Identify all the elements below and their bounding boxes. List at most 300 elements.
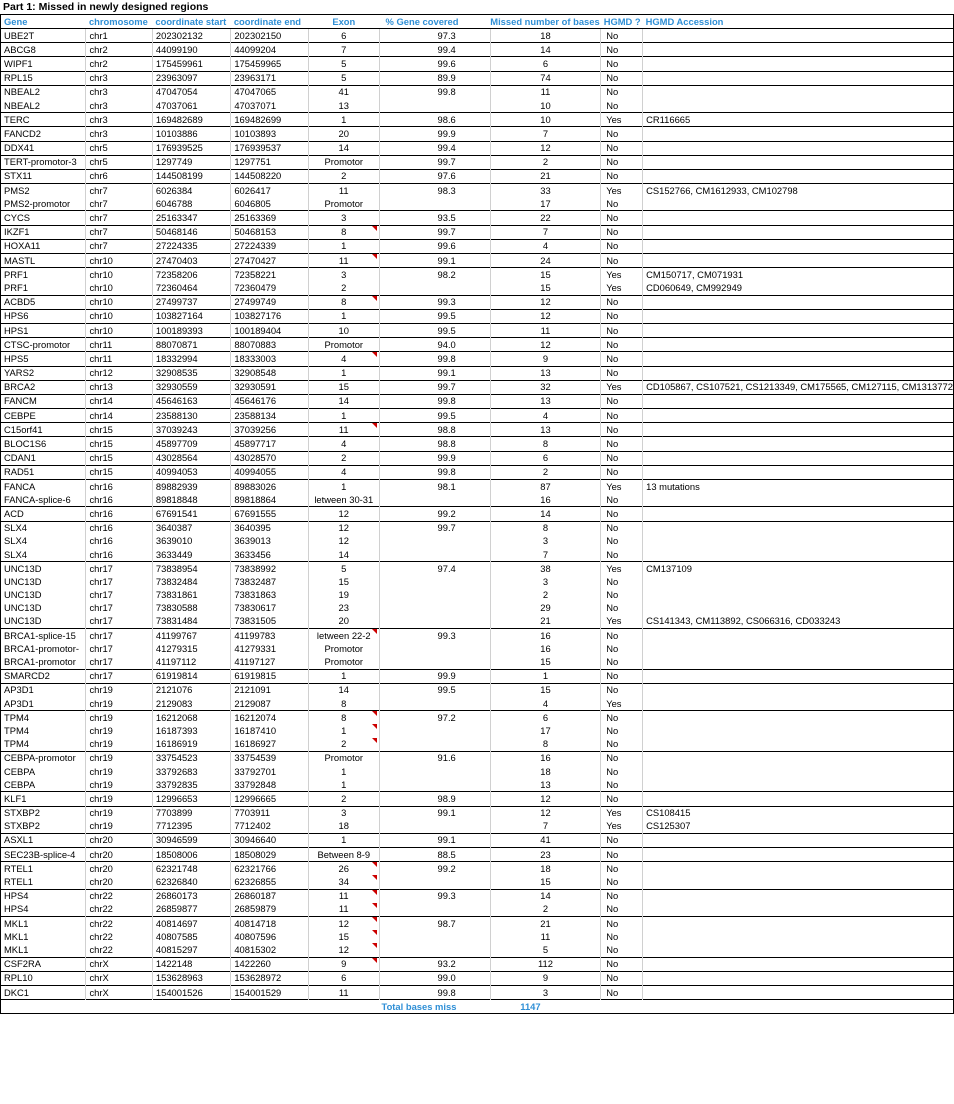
- cell-chromosome[interactable]: chr16: [86, 548, 152, 562]
- cell-exon[interactable]: 1: [308, 724, 380, 737]
- cell-coordinate-start[interactable]: 6046788: [152, 197, 230, 211]
- cell-exon[interactable]: 1: [308, 833, 380, 847]
- cell-gene-covered[interactable]: [380, 615, 491, 629]
- cell-hgmd-accession[interactable]: [643, 254, 954, 268]
- cell-gene-covered[interactable]: 93.2: [380, 957, 491, 971]
- cell-exon[interactable]: 3: [308, 268, 380, 282]
- cell-coordinate-start[interactable]: 32930559: [152, 380, 230, 394]
- cell-chromosome[interactable]: chr16: [86, 507, 152, 521]
- cell-hgmd[interactable]: No: [601, 683, 643, 697]
- cell-exon[interactable]: 14: [308, 683, 380, 697]
- cell-chromosome[interactable]: chr13: [86, 380, 152, 394]
- cell-hgmd-accession[interactable]: [643, 99, 954, 113]
- cell-hgmd-accession[interactable]: [643, 751, 954, 765]
- cell-hgmd[interactable]: No: [601, 751, 643, 765]
- cell-missed-bases[interactable]: 15: [490, 683, 600, 697]
- cell-coordinate-end[interactable]: 2121091: [231, 683, 308, 697]
- cell-coordinate-end[interactable]: 47037071: [231, 99, 308, 113]
- cell-hgmd-accession[interactable]: [643, 521, 954, 535]
- cell-exon[interactable]: letween 22-2: [308, 629, 380, 643]
- cell-gene-covered[interactable]: 99.2: [380, 507, 491, 521]
- cell-coordinate-start[interactable]: 25163347: [152, 211, 230, 225]
- cell-coordinate-end[interactable]: 41279331: [231, 642, 308, 655]
- cell-coordinate-start[interactable]: 67691541: [152, 507, 230, 521]
- cell-coordinate-start[interactable]: 175459961: [152, 57, 230, 71]
- cell-hgmd-accession[interactable]: [643, 113, 954, 127]
- cell-missed-bases[interactable]: 4: [490, 697, 600, 711]
- cell-hgmd[interactable]: No: [601, 85, 643, 99]
- cell-coordinate-start[interactable]: 89882939: [152, 480, 230, 494]
- cell-chromosome[interactable]: chr22: [86, 889, 152, 903]
- cell-hgmd-accession[interactable]: [643, 943, 954, 957]
- cell-coordinate-start[interactable]: 40815297: [152, 943, 230, 957]
- cell-coordinate-end[interactable]: 37039256: [231, 423, 308, 437]
- cell-exon[interactable]: 12: [308, 521, 380, 535]
- cell-hgmd[interactable]: Yes: [601, 480, 643, 494]
- cell-chromosome[interactable]: chrX: [86, 985, 152, 999]
- cell-gene[interactable]: C15orf41: [1, 423, 86, 437]
- cell-coordinate-end[interactable]: 73831505: [231, 615, 308, 629]
- cell-coordinate-start[interactable]: 32908535: [152, 366, 230, 380]
- cell-chromosome[interactable]: chr14: [86, 409, 152, 423]
- cell-coordinate-end[interactable]: 30946640: [231, 833, 308, 847]
- cell-exon[interactable]: 12: [308, 917, 380, 931]
- cell-hgmd[interactable]: No: [601, 930, 643, 943]
- cell-gene-covered[interactable]: 99.9: [380, 451, 491, 465]
- cell-coordinate-start[interactable]: 7703899: [152, 806, 230, 820]
- cell-gene[interactable]: RTEL1: [1, 862, 86, 876]
- cell-gene[interactable]: MASTL: [1, 254, 86, 268]
- cell-missed-bases[interactable]: 87: [490, 480, 600, 494]
- cell-coordinate-end[interactable]: 72358221: [231, 268, 308, 282]
- cell-hgmd-accession[interactable]: [643, 724, 954, 737]
- cell-missed-bases[interactable]: 7: [490, 225, 600, 239]
- cell-hgmd[interactable]: No: [601, 629, 643, 643]
- cell-missed-bases[interactable]: 32: [490, 380, 600, 394]
- cell-exon[interactable]: 6: [308, 29, 380, 43]
- cell-chromosome[interactable]: chr15: [86, 437, 152, 451]
- cell-missed-bases[interactable]: 12: [490, 141, 600, 155]
- cell-gene[interactable]: UBE2T: [1, 29, 86, 43]
- cell-gene-covered[interactable]: 93.5: [380, 211, 491, 225]
- comment-indicator-icon[interactable]: [372, 423, 377, 428]
- cell-exon[interactable]: 1: [308, 309, 380, 323]
- cell-coordinate-start[interactable]: 62321748: [152, 862, 230, 876]
- cell-hgmd-accession[interactable]: [643, 575, 954, 588]
- cell-hgmd[interactable]: No: [601, 971, 643, 985]
- cell-exon[interactable]: 11: [308, 903, 380, 917]
- cell-gene[interactable]: AP3D1: [1, 697, 86, 711]
- cell-gene[interactable]: HPS5: [1, 352, 86, 366]
- cell-hgmd[interactable]: No: [601, 738, 643, 752]
- cell-coordinate-end[interactable]: 89883026: [231, 480, 308, 494]
- cell-exon[interactable]: 9: [308, 957, 380, 971]
- cell-gene-covered[interactable]: 99.3: [380, 295, 491, 309]
- cell-coordinate-start[interactable]: 72360464: [152, 281, 230, 295]
- cell-coordinate-start[interactable]: 40994053: [152, 465, 230, 479]
- cell-exon[interactable]: 34: [308, 875, 380, 889]
- cell-missed-bases[interactable]: 74: [490, 71, 600, 85]
- cell-gene[interactable]: STX11: [1, 169, 86, 183]
- cell-hgmd[interactable]: No: [601, 778, 643, 792]
- cell-chromosome[interactable]: chr3: [86, 71, 152, 85]
- cell-chromosome[interactable]: chr10: [86, 281, 152, 295]
- cell-gene[interactable]: STXBP2: [1, 806, 86, 820]
- cell-gene-covered[interactable]: 99.8: [380, 394, 491, 408]
- cell-chromosome[interactable]: chr16: [86, 493, 152, 507]
- cell-hgmd-accession[interactable]: [643, 239, 954, 253]
- cell-chromosome[interactable]: chr16: [86, 535, 152, 548]
- cell-chromosome[interactable]: chr19: [86, 806, 152, 820]
- cell-gene-covered[interactable]: 99.1: [380, 366, 491, 380]
- cell-gene[interactable]: AP3D1: [1, 683, 86, 697]
- cell-hgmd-accession[interactable]: [643, 669, 954, 683]
- cell-hgmd-accession[interactable]: [643, 169, 954, 183]
- cell-missed-bases[interactable]: 14: [490, 507, 600, 521]
- cell-missed-bases[interactable]: 33: [490, 184, 600, 198]
- cell-hgmd-accession[interactable]: [643, 268, 954, 282]
- cell-exon[interactable]: 1: [308, 778, 380, 792]
- comment-indicator-icon[interactable]: [372, 875, 377, 880]
- comment-indicator-icon[interactable]: [372, 943, 377, 948]
- cell-gene-covered[interactable]: 99.5: [380, 309, 491, 323]
- cell-gene-covered[interactable]: 98.7: [380, 917, 491, 931]
- cell-hgmd[interactable]: No: [601, 724, 643, 737]
- cell-exon[interactable]: 4: [308, 465, 380, 479]
- cell-gene[interactable]: DDX41: [1, 141, 86, 155]
- cell-coordinate-end[interactable]: 16187410: [231, 724, 308, 737]
- cell-missed-bases[interactable]: 3: [490, 535, 600, 548]
- cell-missed-bases[interactable]: 3: [490, 985, 600, 999]
- cell-coordinate-start[interactable]: 7712395: [152, 820, 230, 834]
- cell-missed-bases[interactable]: 15: [490, 268, 600, 282]
- cell-coordinate-end[interactable]: 43028570: [231, 451, 308, 465]
- cell-gene[interactable]: PMS2-promotor: [1, 197, 86, 211]
- cell-gene[interactable]: SMARCD2: [1, 669, 86, 683]
- cell-exon[interactable]: 12: [308, 535, 380, 548]
- cell-exon[interactable]: 15: [308, 930, 380, 943]
- cell-coordinate-end[interactable]: 73831863: [231, 589, 308, 602]
- cell-missed-bases[interactable]: 8: [490, 738, 600, 752]
- cell-gene[interactable]: BRCA2: [1, 380, 86, 394]
- cell-chromosome[interactable]: chr7: [86, 197, 152, 211]
- cell-gene-covered[interactable]: 99.1: [380, 254, 491, 268]
- cell-chromosome[interactable]: chr20: [86, 875, 152, 889]
- cell-hgmd[interactable]: No: [601, 507, 643, 521]
- cell-exon[interactable]: 8: [308, 295, 380, 309]
- cell-exon[interactable]: 10: [308, 323, 380, 337]
- cell-chromosome[interactable]: chr19: [86, 792, 152, 806]
- cell-gene[interactable]: ABCG8: [1, 43, 86, 57]
- cell-gene-covered[interactable]: 99.0: [380, 971, 491, 985]
- cell-hgmd-accession[interactable]: [643, 480, 954, 494]
- cell-gene-covered[interactable]: 89.9: [380, 71, 491, 85]
- cell-gene-covered[interactable]: [380, 738, 491, 752]
- cell-gene-covered[interactable]: [380, 548, 491, 562]
- cell-exon[interactable]: 12: [308, 507, 380, 521]
- cell-coordinate-start[interactable]: 1422148: [152, 957, 230, 971]
- cell-hgmd-accession[interactable]: [643, 820, 954, 834]
- cell-exon[interactable]: Promotor: [308, 155, 380, 169]
- cell-coordinate-end[interactable]: 153628972: [231, 971, 308, 985]
- cell-hgmd[interactable]: No: [601, 655, 643, 669]
- cell-exon[interactable]: 2: [308, 792, 380, 806]
- cell-gene-covered[interactable]: [380, 943, 491, 957]
- cell-hgmd-accession[interactable]: [643, 409, 954, 423]
- cell-coordinate-end[interactable]: 1297751: [231, 155, 308, 169]
- cell-gene[interactable]: HPS4: [1, 903, 86, 917]
- cell-hgmd-accession[interactable]: [643, 451, 954, 465]
- cell-coordinate-end[interactable]: 40815302: [231, 943, 308, 957]
- cell-missed-bases[interactable]: 15: [490, 281, 600, 295]
- cell-hgmd[interactable]: No: [601, 535, 643, 548]
- cell-coordinate-start[interactable]: 3639010: [152, 535, 230, 548]
- cell-gene-covered[interactable]: 99.7: [380, 521, 491, 535]
- header-hgmd-accession[interactable]: HGMD Accession: [643, 15, 954, 29]
- cell-coordinate-end[interactable]: 72360479: [231, 281, 308, 295]
- cell-coordinate-start[interactable]: 2121076: [152, 683, 230, 697]
- cell-hgmd[interactable]: No: [601, 521, 643, 535]
- cell-chromosome[interactable]: chr10: [86, 295, 152, 309]
- cell-hgmd[interactable]: No: [601, 155, 643, 169]
- cell-gene-covered[interactable]: 98.1: [380, 480, 491, 494]
- cell-gene-covered[interactable]: [380, 589, 491, 602]
- cell-hgmd[interactable]: No: [601, 394, 643, 408]
- cell-gene[interactable]: ASXL1: [1, 833, 86, 847]
- cell-hgmd[interactable]: No: [601, 57, 643, 71]
- cell-chromosome[interactable]: chr17: [86, 655, 152, 669]
- cell-gene-covered[interactable]: [380, 697, 491, 711]
- cell-gene[interactable]: NBEAL2: [1, 99, 86, 113]
- cell-coordinate-start[interactable]: 45897709: [152, 437, 230, 451]
- cell-chromosome[interactable]: chr11: [86, 352, 152, 366]
- total-label[interactable]: Total bases miss: [380, 1000, 491, 1014]
- cell-exon[interactable]: Promotor: [308, 197, 380, 211]
- cell-gene-covered[interactable]: 99.1: [380, 833, 491, 847]
- cell-coordinate-start[interactable]: 3640387: [152, 521, 230, 535]
- cell-chromosome[interactable]: chr14: [86, 394, 152, 408]
- cell-exon[interactable]: 14: [308, 394, 380, 408]
- cell-hgmd-accession[interactable]: [643, 309, 954, 323]
- header-hgmd[interactable]: HGMD ?: [601, 15, 643, 29]
- cell-hgmd[interactable]: No: [601, 917, 643, 931]
- cell-coordinate-end[interactable]: 154001529: [231, 985, 308, 999]
- cell-gene-covered[interactable]: 98.8: [380, 423, 491, 437]
- cell-exon[interactable]: 5: [308, 71, 380, 85]
- cell-gene-covered[interactable]: 91.6: [380, 751, 491, 765]
- cell-gene-covered[interactable]: 99.5: [380, 323, 491, 337]
- cell-exon[interactable]: 1: [308, 409, 380, 423]
- cell-exon[interactable]: 11: [308, 985, 380, 999]
- cell-coordinate-end[interactable]: 47047065: [231, 85, 308, 99]
- cell-missed-bases[interactable]: 41: [490, 833, 600, 847]
- cell-hgmd-accession[interactable]: [643, 225, 954, 239]
- cell-chromosome[interactable]: chr19: [86, 751, 152, 765]
- cell-missed-bases[interactable]: 18: [490, 862, 600, 876]
- cell-gene-covered[interactable]: 88.5: [380, 848, 491, 862]
- cell-coordinate-start[interactable]: 10103886: [152, 127, 230, 141]
- cell-exon[interactable]: 11: [308, 184, 380, 198]
- cell-exon[interactable]: 8: [308, 225, 380, 239]
- cell-gene-covered[interactable]: 99.8: [380, 85, 491, 99]
- cell-coordinate-end[interactable]: 175459965: [231, 57, 308, 71]
- cell-hgmd-accession[interactable]: [643, 71, 954, 85]
- cell-exon[interactable]: 11: [308, 889, 380, 903]
- cell-gene-covered[interactable]: 99.7: [380, 380, 491, 394]
- cell-hgmd-accession[interactable]: [643, 903, 954, 917]
- cell-chromosome[interactable]: chr20: [86, 862, 152, 876]
- cell-hgmd[interactable]: No: [601, 366, 643, 380]
- cell-chromosome[interactable]: chr17: [86, 575, 152, 588]
- cell-missed-bases[interactable]: 2: [490, 465, 600, 479]
- cell-missed-bases[interactable]: 16: [490, 751, 600, 765]
- cell-hgmd-accession[interactable]: [643, 57, 954, 71]
- cell-hgmd-accession[interactable]: [643, 281, 954, 295]
- cell-missed-bases[interactable]: 21: [490, 615, 600, 629]
- cell-gene[interactable]: ACBD5: [1, 295, 86, 309]
- cell-gene[interactable]: TERT-promotor-3: [1, 155, 86, 169]
- cell-gene-covered[interactable]: 99.6: [380, 57, 491, 71]
- cell-gene-covered[interactable]: [380, 535, 491, 548]
- cell-coordinate-start[interactable]: 6026384: [152, 184, 230, 198]
- cell-coordinate-start[interactable]: 73831861: [152, 589, 230, 602]
- cell-gene-covered[interactable]: 99.1: [380, 806, 491, 820]
- cell-hgmd-accession[interactable]: [643, 589, 954, 602]
- cell-chromosome[interactable]: chr3: [86, 127, 152, 141]
- cell-gene[interactable]: SLX4: [1, 548, 86, 562]
- comment-indicator-icon[interactable]: [372, 917, 377, 922]
- cell-coordinate-end[interactable]: 27470427: [231, 254, 308, 268]
- cell-hgmd[interactable]: Yes: [601, 806, 643, 820]
- cell-coordinate-start[interactable]: 89818848: [152, 493, 230, 507]
- cell-coordinate-end[interactable]: 16186927: [231, 738, 308, 752]
- cell-exon[interactable]: 8: [308, 697, 380, 711]
- cell-gene[interactable]: BRCA1-promotor: [1, 655, 86, 669]
- cell-hgmd-accession[interactable]: [643, 602, 954, 615]
- total-cell-empty[interactable]: [152, 1000, 230, 1014]
- cell-hgmd-accession[interactable]: [643, 493, 954, 507]
- cell-chromosome[interactable]: chr16: [86, 521, 152, 535]
- cell-hgmd-accession[interactable]: [643, 792, 954, 806]
- cell-missed-bases[interactable]: 12: [490, 806, 600, 820]
- cell-hgmd[interactable]: Yes: [601, 820, 643, 834]
- cell-gene[interactable]: NBEAL2: [1, 85, 86, 99]
- cell-coordinate-end[interactable]: 25163369: [231, 211, 308, 225]
- cell-coordinate-end[interactable]: 27499749: [231, 295, 308, 309]
- cell-hgmd[interactable]: No: [601, 602, 643, 615]
- cell-gene-covered[interactable]: [380, 602, 491, 615]
- cell-chromosome[interactable]: chr19: [86, 724, 152, 737]
- cell-exon[interactable]: 1: [308, 669, 380, 683]
- cell-gene[interactable]: SLX4: [1, 535, 86, 548]
- cell-hgmd[interactable]: No: [601, 889, 643, 903]
- cell-exon[interactable]: Promotor: [308, 642, 380, 655]
- cell-coordinate-start[interactable]: 23963097: [152, 71, 230, 85]
- cell-chromosome[interactable]: chr10: [86, 268, 152, 282]
- cell-hgmd-accession[interactable]: [643, 930, 954, 943]
- cell-coordinate-end[interactable]: 16212074: [231, 711, 308, 725]
- cell-coordinate-end[interactable]: 27224339: [231, 239, 308, 253]
- cell-hgmd[interactable]: No: [601, 295, 643, 309]
- cell-hgmd-accession[interactable]: [643, 833, 954, 847]
- cell-exon[interactable]: 26: [308, 862, 380, 876]
- cell-gene-covered[interactable]: 99.4: [380, 141, 491, 155]
- cell-chromosome[interactable]: chr19: [86, 711, 152, 725]
- cell-hgmd-accession[interactable]: [643, 889, 954, 903]
- comment-indicator-icon[interactable]: [372, 352, 377, 357]
- cell-coordinate-end[interactable]: 26860187: [231, 889, 308, 903]
- comment-indicator-icon[interactable]: [372, 890, 377, 895]
- cell-hgmd[interactable]: No: [601, 589, 643, 602]
- cell-missed-bases[interactable]: 4: [490, 409, 600, 423]
- total-cell-empty[interactable]: [86, 1000, 152, 1014]
- cell-hgmd-accession[interactable]: [643, 338, 954, 352]
- cell-exon[interactable]: 2: [308, 738, 380, 752]
- cell-coordinate-start[interactable]: 61919814: [152, 669, 230, 683]
- cell-gene[interactable]: HPS4: [1, 889, 86, 903]
- header-gene-covered[interactable]: % Gene covered: [380, 15, 491, 29]
- cell-coordinate-end[interactable]: 73832487: [231, 575, 308, 588]
- cell-gene[interactable]: PMS2: [1, 184, 86, 198]
- cell-coordinate-end[interactable]: 202302150: [231, 29, 308, 43]
- cell-coordinate-end[interactable]: 100189404: [231, 323, 308, 337]
- cell-gene[interactable]: HPS1: [1, 323, 86, 337]
- cell-hgmd[interactable]: No: [601, 862, 643, 876]
- cell-coordinate-start[interactable]: 50468146: [152, 225, 230, 239]
- cell-hgmd[interactable]: No: [601, 903, 643, 917]
- cell-hgmd[interactable]: No: [601, 239, 643, 253]
- cell-hgmd[interactable]: No: [601, 99, 643, 113]
- cell-exon[interactable]: 1: [308, 765, 380, 778]
- cell-gene-covered[interactable]: 98.9: [380, 792, 491, 806]
- cell-hgmd[interactable]: No: [601, 71, 643, 85]
- cell-hgmd[interactable]: No: [601, 493, 643, 507]
- cell-hgmd[interactable]: No: [601, 833, 643, 847]
- cell-missed-bases[interactable]: 16: [490, 642, 600, 655]
- cell-coordinate-start[interactable]: 153628963: [152, 971, 230, 985]
- comment-indicator-icon[interactable]: [372, 958, 377, 963]
- cell-hgmd[interactable]: No: [601, 465, 643, 479]
- cell-gene-covered[interactable]: [380, 778, 491, 792]
- cell-hgmd-accession[interactable]: [643, 862, 954, 876]
- cell-hgmd[interactable]: No: [601, 765, 643, 778]
- cell-hgmd[interactable]: No: [601, 848, 643, 862]
- cell-coordinate-start[interactable]: 37039243: [152, 423, 230, 437]
- cell-coordinate-end[interactable]: 50468153: [231, 225, 308, 239]
- cell-gene[interactable]: CSF2RA: [1, 957, 86, 971]
- cell-missed-bases[interactable]: 9: [490, 352, 600, 366]
- cell-coordinate-end[interactable]: 40814718: [231, 917, 308, 931]
- cell-exon[interactable]: 20: [308, 615, 380, 629]
- cell-missed-bases[interactable]: 7: [490, 548, 600, 562]
- cell-gene-covered[interactable]: [380, 493, 491, 507]
- cell-hgmd[interactable]: No: [601, 197, 643, 211]
- cell-chromosome[interactable]: chr1: [86, 29, 152, 43]
- cell-chromosome[interactable]: chr20: [86, 848, 152, 862]
- cell-chromosome[interactable]: chrX: [86, 971, 152, 985]
- cell-gene[interactable]: BLOC1S6: [1, 437, 86, 451]
- cell-hgmd[interactable]: Yes: [601, 697, 643, 711]
- comment-indicator-icon[interactable]: [372, 629, 377, 634]
- cell-gene-covered[interactable]: [380, 655, 491, 669]
- cell-exon[interactable]: 20: [308, 127, 380, 141]
- cell-exon[interactable]: 4: [308, 352, 380, 366]
- cell-hgmd[interactable]: No: [601, 985, 643, 999]
- cell-gene[interactable]: UNC13D: [1, 562, 86, 576]
- cell-hgmd[interactable]: No: [601, 127, 643, 141]
- cell-chromosome[interactable]: chr19: [86, 820, 152, 834]
- total-cell-empty[interactable]: [231, 1000, 308, 1014]
